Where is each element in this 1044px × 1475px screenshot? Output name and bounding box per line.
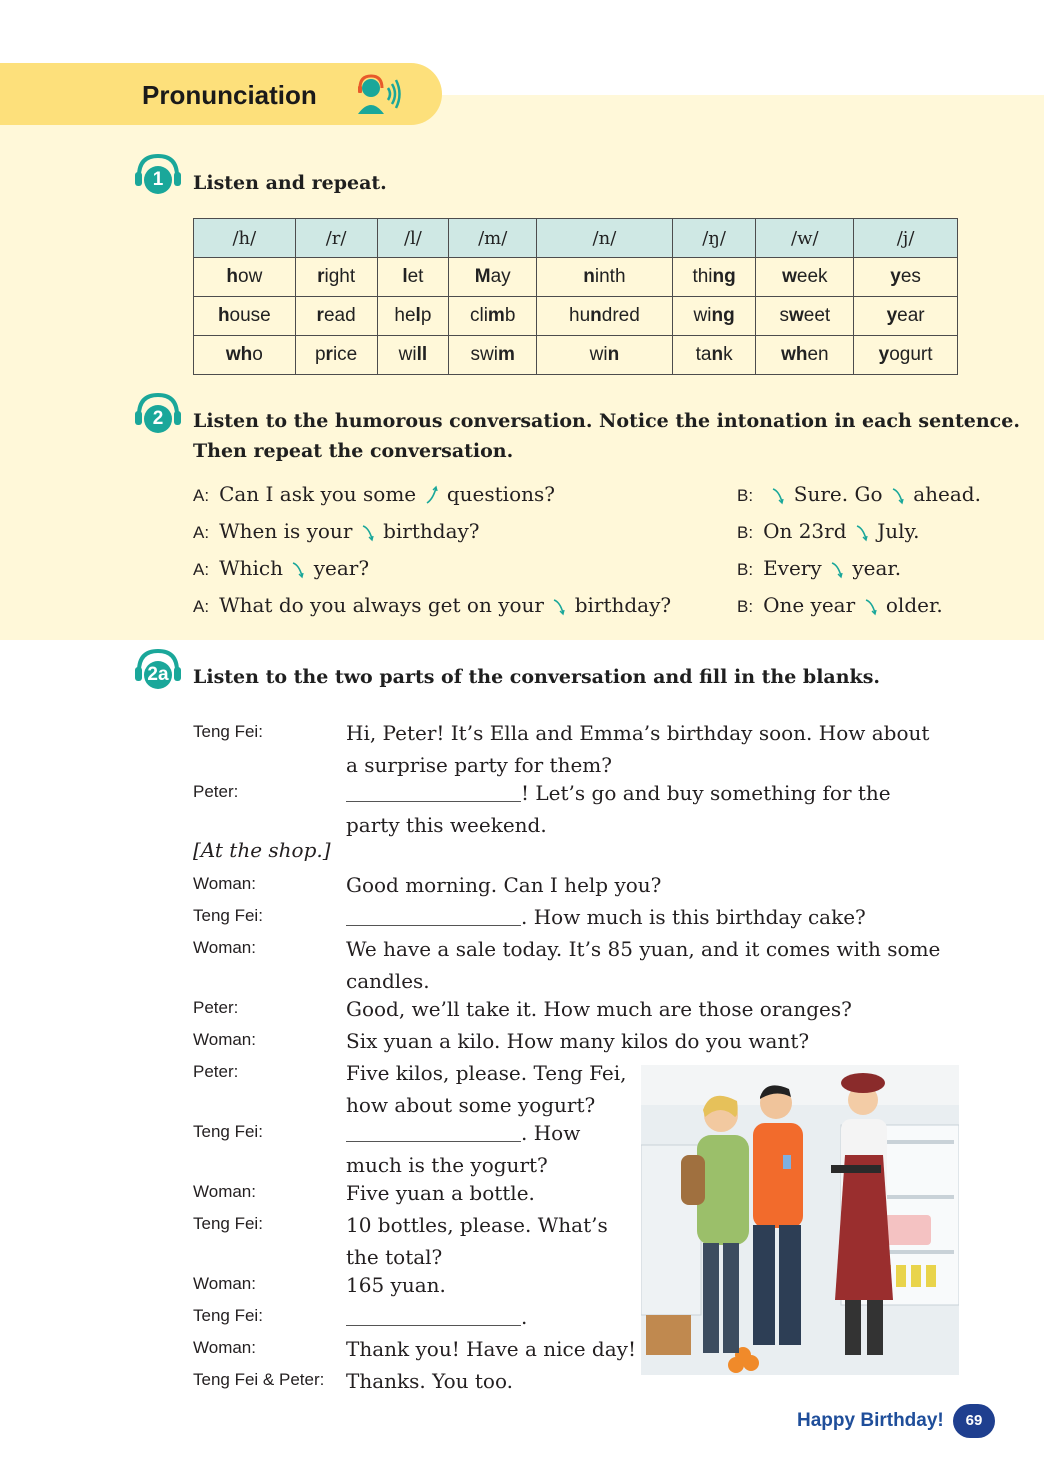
word-cell: win (537, 336, 673, 375)
line-text: ahead. (913, 482, 981, 506)
speaker-label: B: (737, 560, 754, 579)
line-text: birthday? (574, 593, 672, 617)
dialogue-speaker: Woman: (193, 1182, 256, 1201)
dialogue-text: . How much is the yogurt? (346, 1121, 581, 1177)
exercise-2-heading-line1: Listen to the humorous conversation. Notice the intonation in each sentence. (193, 410, 1020, 432)
answer-blank[interactable] (346, 903, 521, 926)
phoneme-header: /ŋ/ (672, 219, 756, 258)
exercise-2a-number: 2a (147, 664, 169, 685)
dialogue-text: . How much is this birthday cake? (521, 905, 866, 929)
falling-intonation-arrow-icon (361, 522, 375, 542)
phoneme-header: /r/ (295, 219, 377, 258)
falling-intonation-arrow-icon (891, 485, 905, 505)
word-cell: climb (449, 297, 537, 336)
word-cell: right (295, 258, 377, 297)
conversation-line-b (737, 519, 920, 543)
word-cell: yogurt (854, 336, 958, 375)
word-cell: wing (672, 297, 756, 336)
rising-intonation-arrow-icon (425, 485, 439, 505)
line-text: older. (885, 593, 943, 617)
exercise-2-heading-line2: Then repeat the conversation. (193, 440, 514, 462)
dialogue-speaker: Teng Fei & Peter: (193, 1370, 325, 1389)
speaker-label: B: (737, 597, 754, 616)
dialogue-speaker: Woman: (193, 1030, 256, 1049)
word-cell: who (194, 336, 296, 375)
word-cell: will (377, 336, 449, 375)
word-cell: thing (672, 258, 756, 297)
exercise-1-heading: Listen and repeat. (193, 172, 387, 194)
section-title: Pronunciation (142, 80, 317, 110)
dialogue-speaker: Teng Fei: (193, 1306, 263, 1325)
dialogue-text: Good morning. Can I help you? (346, 873, 662, 897)
line-text: Every (763, 556, 822, 580)
word-cell: read (295, 297, 377, 336)
line-text: Sure. Go (793, 482, 883, 506)
word-cell: ninth (537, 258, 673, 297)
line-text: July. (877, 519, 920, 543)
exercise-2-number: 2 (152, 408, 164, 429)
word-cell: hundred (537, 297, 673, 336)
line-text: Can I ask you some (219, 482, 417, 506)
dialogue-speaker: Teng Fei: (193, 1214, 263, 1233)
speaker-label: B: (737, 523, 754, 542)
word-cell: let (377, 258, 449, 297)
word-cell: price (295, 336, 377, 375)
dialogue-speaker: Teng Fei: (193, 1122, 263, 1141)
word-cell: when (756, 336, 854, 375)
dialogue-speaker: Peter: (193, 782, 239, 801)
line-text: On 23rd (763, 519, 847, 543)
dialogue-text: Thank you! Have a nice day! (346, 1337, 636, 1361)
exercise-2a-heading: Listen to the two parts of the conversation and fill in the blanks. (193, 666, 881, 688)
answer-blank[interactable] (346, 779, 521, 802)
table-row (194, 336, 958, 375)
conversation-line-a (193, 519, 480, 543)
word-cell: tank (672, 336, 756, 375)
conversation-line-a (193, 593, 671, 617)
dialogue-text: ! Let’s go and buy something for the party this weekend. (346, 781, 891, 837)
dialogue-text-with-blank (346, 777, 946, 841)
speaker-label: A: (193, 597, 210, 616)
conversation-line-b (737, 556, 901, 580)
dialogue-speaker: Peter: (193, 1062, 239, 1081)
falling-intonation-arrow-icon (855, 522, 869, 542)
table-row (194, 297, 958, 336)
line-text: One year (763, 593, 856, 617)
conversation-line-a (193, 482, 555, 506)
word-cell: year (854, 297, 958, 336)
dialogue-speaker: Teng Fei: (193, 722, 263, 741)
line-text: When is your (219, 519, 353, 543)
conversation-line-a (193, 556, 369, 580)
dialogue-speaker: Woman: (193, 938, 256, 957)
line-text: Which (219, 556, 283, 580)
dialogue-text-with-blank (346, 901, 946, 933)
table-header-row (194, 219, 958, 258)
dialogue-text-with-blank (346, 1301, 631, 1333)
falling-intonation-arrow-icon (552, 596, 566, 616)
dialogue-text: . (521, 1305, 528, 1329)
falling-intonation-arrow-icon (291, 559, 305, 579)
dialogue-text: Thanks. You too. (346, 1369, 513, 1393)
word-cell: yes (854, 258, 958, 297)
dialogue-text: Five kilos, please. Teng Fei, how about some yogurt? (346, 1061, 627, 1117)
answer-blank[interactable] (346, 1303, 521, 1326)
phoneme-header: /m/ (449, 219, 537, 258)
line-text: What do you always get on your (219, 593, 544, 617)
falling-intonation-arrow-icon (771, 485, 785, 505)
exercise-1-number: 1 (152, 169, 164, 190)
word-cell: swim (449, 336, 537, 375)
phoneme-header: /w/ (756, 219, 854, 258)
conversation-line-b (737, 482, 981, 506)
dialogue-text: Five yuan a bottle. (346, 1181, 535, 1205)
dialogue-text: 10 bottles, please. What’s the total? (346, 1213, 608, 1269)
dialogue-speaker: Teng Fei: (193, 906, 263, 925)
word-cell: May (449, 258, 537, 297)
speaker-label: A: (193, 486, 210, 505)
dialogue-text: Six yuan a kilo. How many kilos do you want? (346, 1029, 810, 1053)
falling-intonation-arrow-icon (864, 596, 878, 616)
dialogue-text: Good, we’ll take it. How much are those oranges? (346, 997, 852, 1021)
word-cell: week (756, 258, 854, 297)
dialogue-speaker: Woman: (193, 874, 256, 893)
conversation-line-b (737, 593, 943, 617)
page-number: 69 (953, 1404, 995, 1438)
dialogue-speaker: Woman: (193, 1274, 256, 1293)
falling-intonation-arrow-icon (830, 559, 844, 579)
speaker-label: B: (737, 486, 754, 505)
headset-speaker-icon (352, 74, 404, 118)
phoneme-header: /l/ (377, 219, 449, 258)
shop-illustration (641, 1065, 959, 1375)
unit-title: Happy Birthday! (797, 1410, 944, 1431)
table-row (194, 258, 958, 297)
dialogue-text: Hi, Peter! It’s Ella and Emma’s birthday soon. How about a surprise party for them? (346, 721, 930, 777)
line-text: year. (852, 556, 902, 580)
word-cell: sweet (756, 297, 854, 336)
stage-direction: [At the shop.] (193, 838, 331, 862)
phoneme-header: /n/ (537, 219, 673, 258)
answer-blank[interactable] (346, 1119, 521, 1142)
phoneme-header: /j/ (854, 219, 958, 258)
word-cell: how (194, 258, 296, 297)
word-cell: help (377, 297, 449, 336)
dialogue-speaker: Peter: (193, 998, 239, 1017)
line-text: birthday? (383, 519, 480, 543)
dialogue-text-with-blank (346, 1117, 631, 1181)
dialogue-text: We have a sale today. It’s 85 yuan, and it comes with some candles. (346, 937, 941, 993)
line-text: questions? (446, 482, 555, 506)
dialogue-speaker: Woman: (193, 1338, 256, 1357)
speaker-label: A: (193, 560, 210, 579)
dialogue-text: 165 yuan. (346, 1273, 446, 1297)
line-text: year? (313, 556, 370, 580)
word-cell: house (194, 297, 296, 336)
phoneme-header: /h/ (194, 219, 296, 258)
speaker-label: A: (193, 523, 210, 542)
phonics-table (193, 218, 958, 375)
